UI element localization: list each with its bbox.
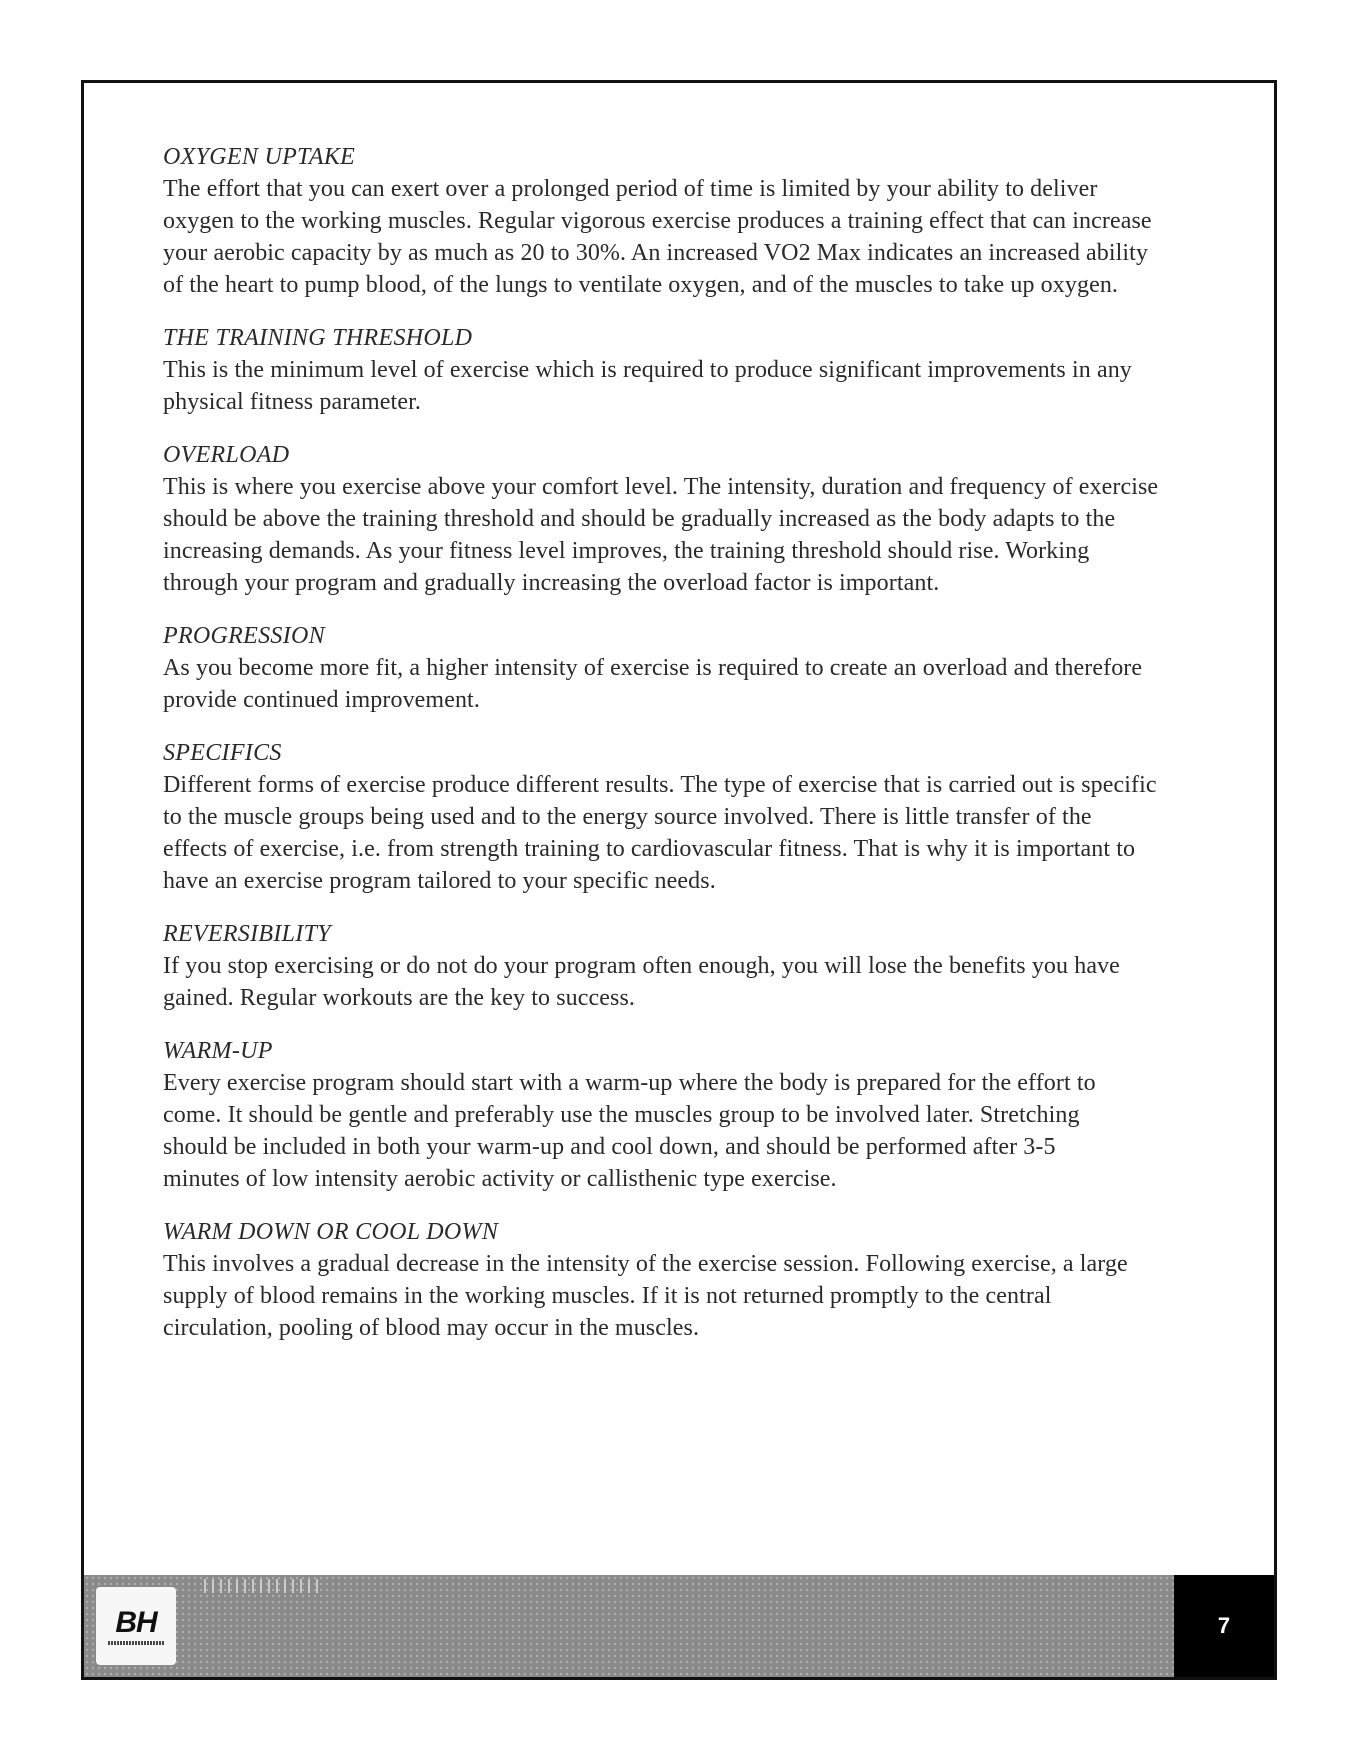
section-paragraph [163,950,1223,1014]
paragraph-line: This is the minimum level of exercise which is required to produce significant improvements in any [163,357,1132,383]
paragraph-line: oxygen to the working muscles. Regular vigorous exercise produces a training effect that can increase [163,208,1152,234]
paragraph-line: to the muscle groups being used and to the energy source involved. There is little transfer of the [163,804,1092,830]
paragraph-line: gained. Regular workouts are the key to success. [163,985,635,1011]
paragraph-line: Different forms of exercise produce different results. The type of exercise that is carried out is specific [163,772,1157,798]
paragraph-line: This is where you exercise above your comfort level. The intensity, duration and frequency of exercise [163,474,1159,500]
paragraph-line: effects of exercise, i.e. from strength training to cardiovascular fitness. That is why it is important to [163,836,1136,862]
paragraph-line: The effort that you can exert over a prolonged period of time is limited by your ability to deliver [163,176,1098,202]
section-heading: WARM-UP [163,1038,273,1064]
section-heading: OXYGEN UPTAKE [163,144,356,170]
brand-logo-text: BH [115,1605,157,1639]
paragraph-line: provide continued improvement. [163,687,480,713]
paragraph-line: physical fitness parameter. [163,389,421,415]
page-frame [81,80,1277,1680]
paragraph-line: supply of blood remains in the working muscles. If it is not returned promptly to the central [163,1283,1052,1309]
paragraph-line: increasing demands. As your fitness level improves, the training threshold should rise. Working [163,538,1090,564]
section-paragraph [163,354,1223,418]
paragraph-line: have an exercise program tailored to your specific needs. [163,868,716,894]
section [163,738,1223,897]
paragraph-line: circulation, pooling of blood may occur in the muscles. [163,1315,700,1341]
page-footer [84,1575,1274,1677]
paragraph-line: This involves a gradual decrease in the intensity of the exercise session. Following exercise, a large [163,1251,1128,1277]
section [163,440,1223,599]
paragraph-line: your aerobic capacity by as much as 20 to 30%. An increased VO2 Max indicates an increased ability [163,240,1149,266]
page-number-box [1174,1575,1274,1677]
section [163,142,1223,301]
section-paragraph [163,769,1223,897]
section-paragraph [163,1067,1223,1195]
paragraph-line: Every exercise program should start with a warm-up where the body is prepared for the effort to [163,1070,1096,1096]
section-heading: SPECIFICS [163,740,282,766]
paragraph-line: minutes of low intensity aerobic activity or callisthenic type exercise. [163,1166,837,1192]
page-number: 7 [1217,1613,1231,1638]
section [163,621,1223,716]
paragraph-line: through your program and gradually increasing the overload factor is important. [163,570,940,596]
section-heading: REVERSIBILITY [163,921,331,947]
section-heading: WARM DOWN OR COOL DOWN [163,1219,499,1245]
section-heading: THE TRAINING THRESHOLD [163,325,473,351]
section-paragraph [163,173,1223,301]
paragraph-line: come. It should be gentle and preferably use the muscles group to be involved later. Stretching [163,1102,1080,1128]
footer-decoration [204,1579,324,1593]
section [163,919,1223,1014]
section [163,1036,1223,1195]
section [163,323,1223,418]
logo-underline [108,1641,164,1645]
section-paragraph [163,652,1223,716]
document-body [163,142,1223,1366]
section-paragraph [163,1248,1223,1344]
paragraph-line: of the heart to pump blood, of the lungs to ventilate oxygen, and of the muscles to take up oxygen. [163,272,1119,298]
paragraph-line: should be included in both your warm-up and cool down, and should be performed after 3-5 [163,1134,1056,1160]
brand-logo [96,1587,176,1665]
paragraph-line: should be above the training threshold and should be gradually increased as the body adapts to the [163,506,1116,532]
section-paragraph [163,471,1223,599]
paragraph-line: As you become more fit, a higher intensity of exercise is required to create an overload and therefore [163,655,1143,681]
section-heading: PROGRESSION [163,623,325,649]
paragraph-line: If you stop exercising or do not do your program often enough, you will lose the benefits you have [163,953,1120,979]
section [163,1217,1223,1344]
section-heading: OVERLOAD [163,442,290,468]
